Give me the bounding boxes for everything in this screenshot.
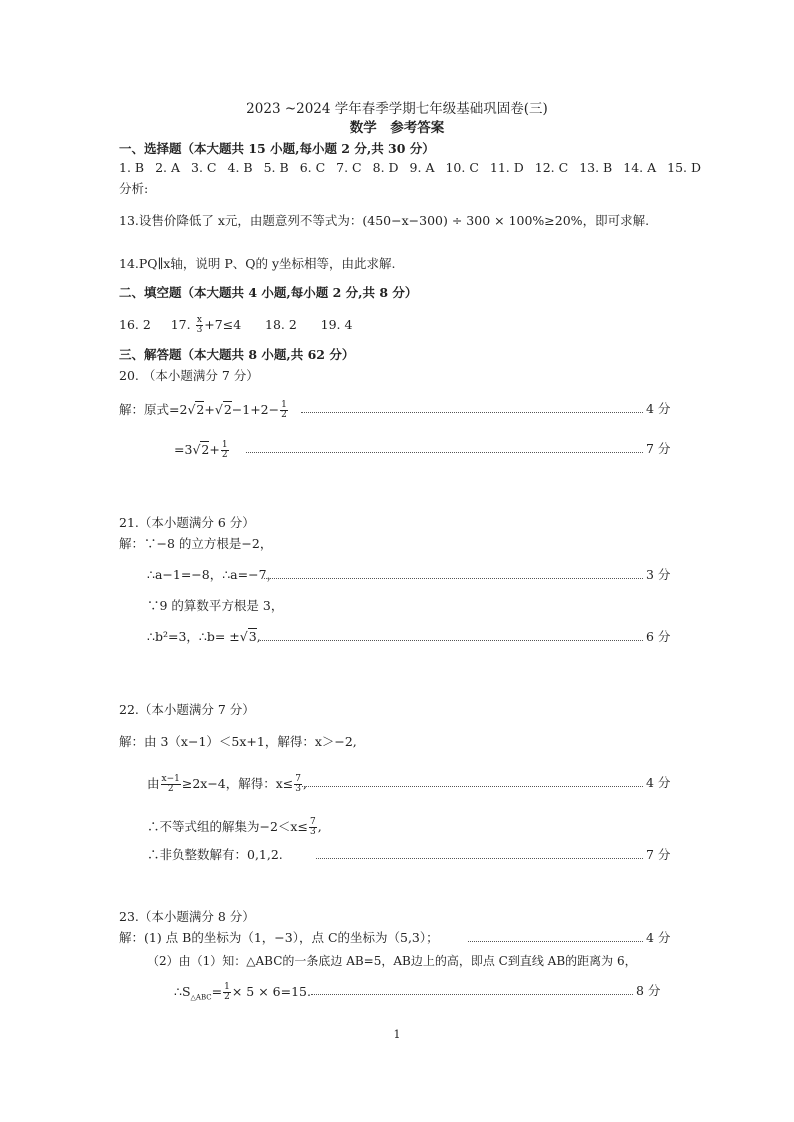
q22-score2: 7 分 xyxy=(646,847,671,862)
q22-line1: 解：由 3（x−1）＜5x+1，解得：x＞−2, xyxy=(119,734,357,749)
fill-answers xyxy=(119,316,352,335)
answer-item: 12. C xyxy=(534,160,569,175)
answer-item: 9. A xyxy=(409,160,435,175)
q21-line2: ∴a−1=−8，∴a=−7， xyxy=(147,567,280,582)
document-title: 2023 ~2024 学年春季学期七年级基础巩固卷(三) xyxy=(246,101,548,117)
q20-plus: + xyxy=(209,442,220,457)
answer-item: 6. C xyxy=(299,160,326,175)
answer-item: 2. A xyxy=(155,160,181,175)
q22-line2-text: 由 xyxy=(147,776,160,791)
q23-line2: （2）由（1）知：△ABC的一条底边 AB=5，AB边上的高，即点 C到直线 AB的距离为 6， xyxy=(147,954,637,968)
dot-leader xyxy=(468,940,643,942)
q21-line3: ∵9 的算数平方根是 3， xyxy=(147,598,284,613)
q21-score2: 6 分 xyxy=(646,629,671,644)
answer-item: 8. D xyxy=(372,160,399,175)
fraction: $\frac{7}{3}$ xyxy=(309,817,316,837)
q21-line4-tail: , xyxy=(256,629,261,644)
q23-line1: 解：(1) 点 B的坐标为（1，−3），点 C的坐标为（5,3）； xyxy=(119,930,439,945)
q20-line2-text: =3 xyxy=(174,442,193,457)
q20-plus: + xyxy=(204,402,215,417)
q23-line3 xyxy=(174,983,311,1006)
q21-line1: 解：∵−8 的立方根是−2， xyxy=(119,536,273,551)
answer-17-fraction: $\frac{x}{3}$ xyxy=(196,315,203,335)
area-subscript: △ABC xyxy=(190,993,212,1002)
q22-line2-mid: ≥2x−4，解得：x≤ xyxy=(181,776,294,791)
answer-item: 3. C xyxy=(191,160,217,175)
q23-score1: 4 分 xyxy=(646,930,671,945)
q22-line4: ∴非负整数解有：0,1,2. xyxy=(147,847,283,862)
analysis-label: 分析: xyxy=(119,181,149,196)
answer-item: 7. C xyxy=(336,160,362,175)
q22-line2 xyxy=(147,775,307,794)
sqrt-radicand: 3 xyxy=(248,629,257,644)
sqrt-radicand: 2 xyxy=(196,402,205,417)
q20-line1: 解：原式=2√2+√2−1+2− $\frac{1}{2}$ xyxy=(119,400,287,420)
document-subtitle: 数学 参考答案 xyxy=(349,120,445,136)
fraction: $\frac{1}{2}$ xyxy=(281,400,287,420)
q23-line3-tail: × 5 × 6=15. xyxy=(231,984,311,999)
q20-title: 20. （本小题满分 7 分） xyxy=(119,368,259,383)
q20-score2: 7 分 xyxy=(646,441,671,456)
dot-leader xyxy=(246,451,643,453)
q21-line4: ∴b²=3，∴b= ±√3, xyxy=(147,629,261,644)
q20-score1: 4 分 xyxy=(646,401,671,416)
dot-leader xyxy=(316,857,643,859)
answer-item: 15. D xyxy=(667,160,702,175)
q23-score2: 8 分 xyxy=(636,983,661,998)
page-number: 1 xyxy=(393,1028,401,1041)
q22-score1: 4 分 xyxy=(646,775,671,790)
answer-16: 16. 2 xyxy=(119,317,151,332)
answer-17-rest: +7≤4 xyxy=(204,317,242,332)
answer-17-label: 17. xyxy=(170,317,191,332)
answer-item: 13. B xyxy=(579,160,613,175)
answer-item: 4. B xyxy=(227,160,253,175)
section3-heading: 三、解答题（本大题共 8 小题,共 62 分） xyxy=(119,347,355,362)
q22-title: 22.（本小题满分 7 分） xyxy=(119,702,255,717)
note-13: 13.设售价降低了 x元，由题意列不等式为：(450−x−300) ÷ 300 × 100%≥20%，即可求解. xyxy=(119,213,650,228)
dot-leader xyxy=(264,577,643,579)
q22-line3-text: ∴不等式组的解集为−2＜x≤ xyxy=(147,819,308,834)
q21-line4-text: ∴b²=3，∴b= ± xyxy=(147,629,240,644)
q20-line1-tail: −1+2− xyxy=(231,402,280,417)
section2-heading: 二、填空题（本大题共 4 小题,每小题 2 分,共 8 分） xyxy=(119,285,418,300)
answer-item: 14. A xyxy=(623,160,657,175)
dot-leader xyxy=(301,411,643,413)
fraction: $\frac{7}{3}$ xyxy=(295,774,302,794)
q23-line3-text: ∴S xyxy=(174,984,191,999)
q21-title: 21.（本小题满分 6 分） xyxy=(119,515,255,530)
dot-leader xyxy=(302,785,643,787)
note-14: 14.PQ∥x轴，说明 P、Q的 y坐标相等，由此求解. xyxy=(119,256,396,271)
sqrt-radicand: 2 xyxy=(223,402,232,417)
fraction: $\frac{x-1}{2}$ xyxy=(161,774,180,794)
sqrt-radicand: 2 xyxy=(201,442,210,457)
q21-score1: 3 分 xyxy=(646,567,671,582)
choice-answers xyxy=(119,160,701,176)
q23-title: 23.（本小题满分 8 分） xyxy=(119,909,255,924)
equals-sign: = xyxy=(211,984,223,999)
q22-line2-tail: , xyxy=(303,776,308,791)
q20-line2: =3√2+ $\frac{1}{2}$ xyxy=(174,440,228,460)
fraction: $\frac{1}{2}$ xyxy=(224,982,230,1002)
answer-item: 10. C xyxy=(445,160,479,175)
dot-leader xyxy=(258,639,643,641)
q22-line3 xyxy=(147,818,322,837)
q22-line3-tail: , xyxy=(317,819,322,834)
section1-heading: 一、选择题（本大题共 15 小题,每小题 2 分,共 30 分） xyxy=(119,141,435,156)
answer-19: 19. 4 xyxy=(320,317,353,332)
answer-18: 18. 2 xyxy=(265,317,297,332)
fraction: $\frac{1}{2}$ xyxy=(221,440,228,460)
dot-leader xyxy=(311,993,633,995)
answer-item: 1. B xyxy=(119,160,145,175)
answer-item: 5. B xyxy=(263,160,289,175)
q20-line1-text: 解：原式=2 xyxy=(119,402,188,417)
answer-item: 11. D xyxy=(489,160,524,175)
